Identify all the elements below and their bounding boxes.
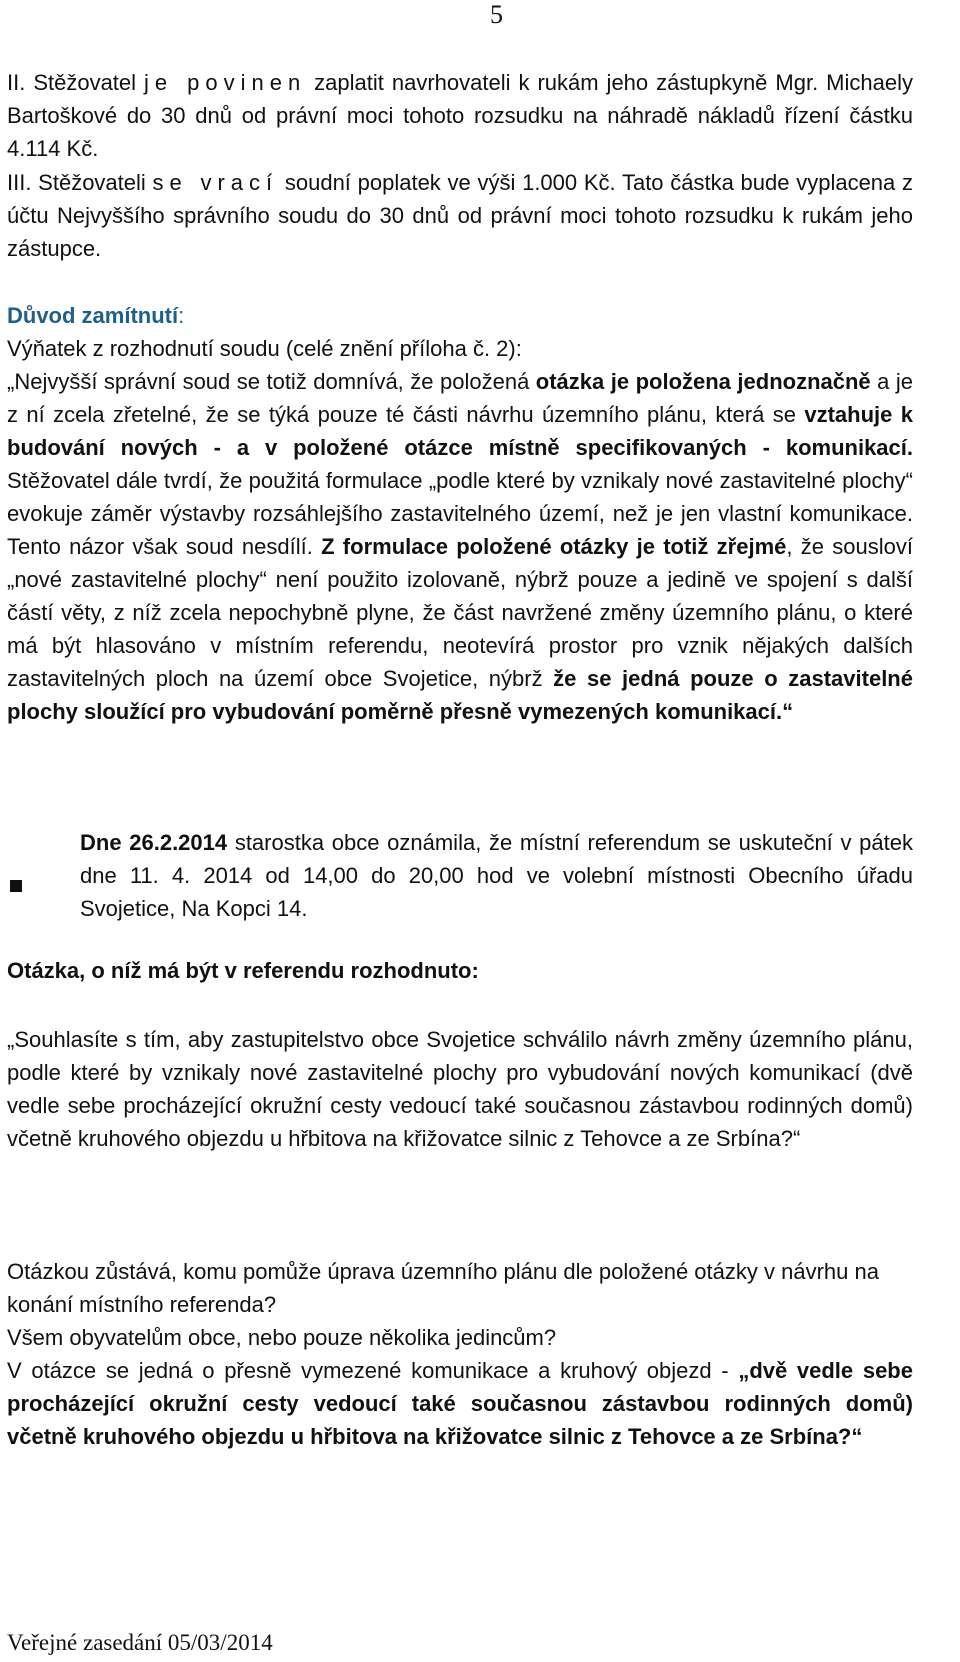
reason-title: Důvod zamítnutí [7,303,179,328]
closing-question-2: Všem obyvatelům obce, nebo pouze několika jedincům? [7,1325,557,1350]
question-heading: Otázka, o níž má být v referendu rozhodnuto: [7,958,479,983]
verdict-ii-spaced: je povinen [144,70,307,95]
quote-part-6-bold: Z formulace položené otázky je totiž zřejmé [321,534,787,559]
verdict-ii-label: II. Stěžovatel [7,70,145,95]
closing-statement-bold: „dvě vedle sebe procházející okružní cesty vedoucí také současnou zástavbou rodinných domů) včetně kruhového objezdu u hřbitova na křižovatce silnic z Tehovce a ze Srbína?“ [7,1358,913,1449]
verdict-point-ii [7,66,913,165]
bullet-square-icon [10,880,22,892]
page-number: 5 [490,0,503,29]
quote-part-2-bold: otázka je položena jednoznačně [535,369,871,394]
closing-statement-text: V otázce se jedná o přesně vymezené komunikace a kruhový objezd - [7,1358,739,1383]
reason-title-colon: : [178,303,185,328]
closing-question-1: Otázkou zůstává, komu pomůže úprava územního plánu dle položené otázky v návrhu na konání místního referenda? [7,1259,879,1317]
announcement-text: starostka obce oznámila, že místní referendum se uskuteční v pátek dne 11. 4. 2014 od 14,00 do 20,00 hod ve volební místnosti Obecního úřadu Svojetice, Na Kopci 14. [80,830,913,921]
referendum-question: „Souhlasíte s tím, aby zastupitelstvo obce Svojetice schválilo návrh změny územního plánu, podle které by vznikaly nové zastavitelné plochy pro vybudování nových komunikací (dvě vedle sebe procházející okružní cesty vedoucí také současnou zástavbou rodinných domů) včetně kruhového objezdu u hřbitova na křižovatce silnic z Tehovce a ze Srbína?“ [7,1027,913,1151]
quote-part-3: a je z ní zcela zřetelné, že se týká pouze té části návrhu územního plánu, která se [7,369,913,427]
announcement-date: Dne 26.2.2014 [80,830,228,855]
reason-subheading-text: Výňatek z rozhodnutí soudu (celé znění příloha č. 2): [7,336,522,361]
court-quote [7,365,913,728]
quote-part-4-bold: vztahuje k budování nových - a v položené otázce místně specifikovaných - komunikací. [7,402,913,460]
verdict-iii-text: soudní poplatek ve výši 1.000 Kč. Tato částka bude vyplacena z účtu Nejvyššího správního soudu do 30 dnů od právní moci tohoto rozsudku k rukám jeho zástupce. [7,170,913,261]
verdict-point-iii [7,166,913,265]
announcement-bullet [80,826,913,925]
verdict-ii-text: zaplatit navrhovateli k rukám jeho zástupkyně Mgr. Michaely Bartoškové do 30 dnů od právní moci tohoto rozsudku na náhradě nákladů řízení částku 4.114 Kč. [7,70,913,161]
quote-part-8-bold: že se jedná pouze o zastavitelné plochy sloužící pro vybudování poměrně přesně vymezených komunikací.“ [7,666,913,724]
quote-part-1: „Nejvyšší správní soud se totiž domnívá, že položená [7,369,536,394]
closing-statement [7,1354,913,1453]
verdict-iii-label: III. Stěžovateli [7,170,153,195]
verdict-iii-spaced: se vrací [152,170,279,195]
reason-heading [7,299,913,332]
reason-subheading [7,332,913,365]
quote-part-5: Stěžovatel dále tvrdí, že použitá formulace „podle které by vznikaly nové zastavitelné plochy“ evokuje záměr výstavby rozsáhlejšího zastavitelného území, než je jen vlastní komunikace. Tento názor však soud nesdílí. [7,468,913,559]
footer-meeting-date: Veřejné zasedání 05/03/2014 [7,1630,273,1655]
quote-part-7: , že sousloví „nové zastavitelné plochy“ není použito izolovaně, nýbrž pouze a jedině ve spojení s další částí věty, z níž zcela nepochybně plyne, že část navržené změny územního plánu, o které má být hlasováno v místním referendu, neotevírá prostor pro vznik nějakých dalších zastavitelných ploch na území obce Svojetice, nýbrž [7,534,913,691]
